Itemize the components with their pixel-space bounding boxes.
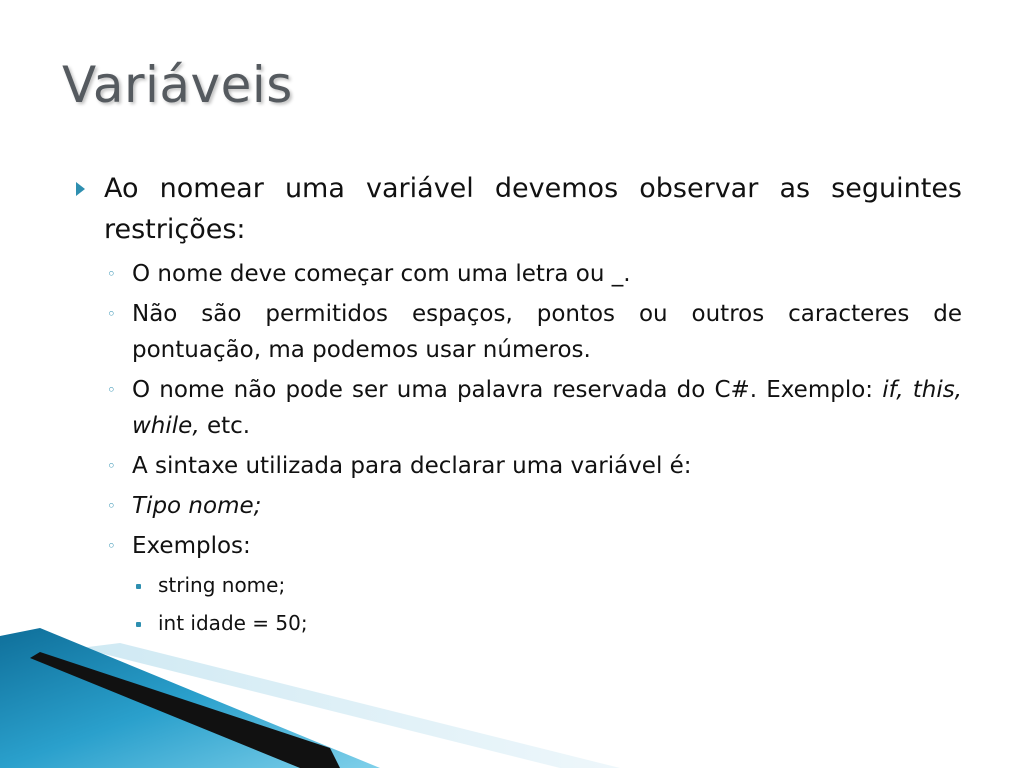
example-text: string nome; xyxy=(158,573,286,597)
sub-bullet xyxy=(104,372,962,444)
sub-bullet xyxy=(104,296,962,368)
sub-bullet xyxy=(104,528,962,564)
sub-bullet xyxy=(104,256,962,292)
slide-content xyxy=(74,168,962,640)
sub-bullet-text: O nome não pode ser uma palavra reservada do C#. Exemplo: xyxy=(132,377,883,403)
sub-bullet-text: A sintaxe utilizada para declarar uma variável é: xyxy=(132,453,692,479)
bullet-main xyxy=(74,168,962,250)
example-text: int idade = 50; xyxy=(158,611,308,635)
triangle-bullet-icon xyxy=(76,182,85,196)
sub-bullet-text: Não são permitidos espaços, pontos ou outros caracteres de pontuação, ma podemos usar números. xyxy=(132,301,962,363)
sub-bullet xyxy=(104,488,962,524)
circle-bullet-icon: ◦ xyxy=(107,381,116,399)
square-bullet-icon xyxy=(136,584,141,589)
bullet-main-text: Ao nomear uma variável devemos observar as seguintes restrições: xyxy=(104,173,962,245)
sub-bullet-text: O nome deve começar com uma letra ou _. xyxy=(132,261,631,287)
circle-bullet-icon: ◦ xyxy=(107,305,116,323)
circle-bullet-icon: ◦ xyxy=(107,265,116,283)
decorative-wave xyxy=(0,628,1024,768)
slide-title: Variáveis xyxy=(62,56,293,114)
sub-bullet-text: Exemplos: xyxy=(132,533,251,559)
square-bullet-icon xyxy=(136,622,141,627)
circle-bullet-icon: ◦ xyxy=(107,537,116,555)
circle-bullet-icon: ◦ xyxy=(107,457,116,475)
sub-bullet-italic-text: if, this, while, xyxy=(132,377,962,439)
sub-bullet-italic-text: Tipo nome; xyxy=(132,493,262,519)
circle-bullet-icon: ◦ xyxy=(107,497,116,515)
sub-bullet-text-after: etc. xyxy=(199,413,251,439)
example-item xyxy=(132,569,962,602)
sub-bullet xyxy=(104,448,962,484)
